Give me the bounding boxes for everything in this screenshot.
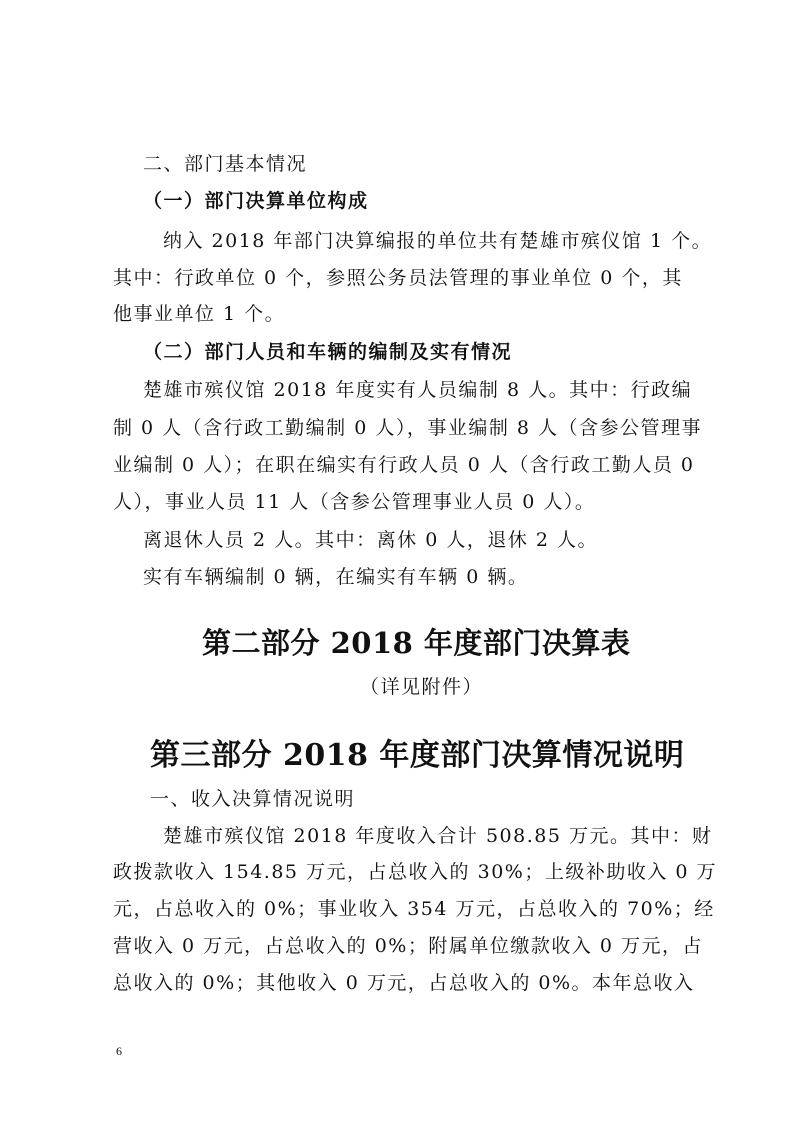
paragraph-line: 离退休人员 2 人。其中：离休 0 人，退休 2 人。 [143,529,599,551]
paragraph-line: 营收入 0 万元，占总收入的 0%；附属单位缴款收入 0 万元，占 [113,935,704,957]
paragraph-line: 制 0 人（含行政工勤编制 0 人），事业编制 8 人（含参公管理事 [113,417,703,439]
paragraph-line: 他事业单位 1 个。 [113,303,286,325]
paragraph-line: 实有车辆编制 0 辆，在编实有车辆 0 辆。 [143,566,529,588]
paragraph-line: 其中：行政单位 0 个，参照公务员法管理的事业单位 0 个，其 [113,267,683,289]
paragraph-line: 楚雄市殡仪馆 2018 年度收入合计 508.85 万元。其中：财 [163,825,713,847]
part-two-title: 第二部分 2018 年度部门决算表 [202,626,631,660]
part-two-note: （详见附件） [360,676,484,698]
section-two-heading: 二、部门基本情况 [143,153,308,175]
sub-heading-unit-composition: （一）部门决算单位构成 [143,190,369,212]
page-number: 6 [116,1044,122,1058]
paragraph-line: 元，占总收入的 0%；事业收入 354 万元，占总收入的 70%；经 [113,898,715,920]
paragraph-line: 人），事业人员 11 人（含参公管理事业人员 0 人）。 [113,491,596,513]
paragraph-line: 总收入的 0%；其他收入 0 万元，占总收入的 0%。本年总收入 [113,972,695,994]
paragraph-line: 业编制 0 人）；在职在编实有行政人员 0 人（含行政工勤人员 0 [113,454,695,476]
paragraph-line: 政拨款收入 154.85 万元，占总收入的 30%；上级补助收入 0 万 [113,861,717,883]
paragraph-line: 纳入 2018 年部门决算编报的单位共有楚雄市殡仪馆 1 个。 [163,230,713,252]
part-three-title: 第三部分 2018 年度部门决算情况说明 [150,738,685,773]
income-heading: 一、收入决算情况说明 [150,788,356,810]
sub-heading-staff-vehicles: （二）部门人员和车辆的编制及实有情况 [143,341,513,363]
paragraph-line: 楚雄市殡仪馆 2018 年度实有人员编制 8 人。其中：行政编 [143,379,693,401]
